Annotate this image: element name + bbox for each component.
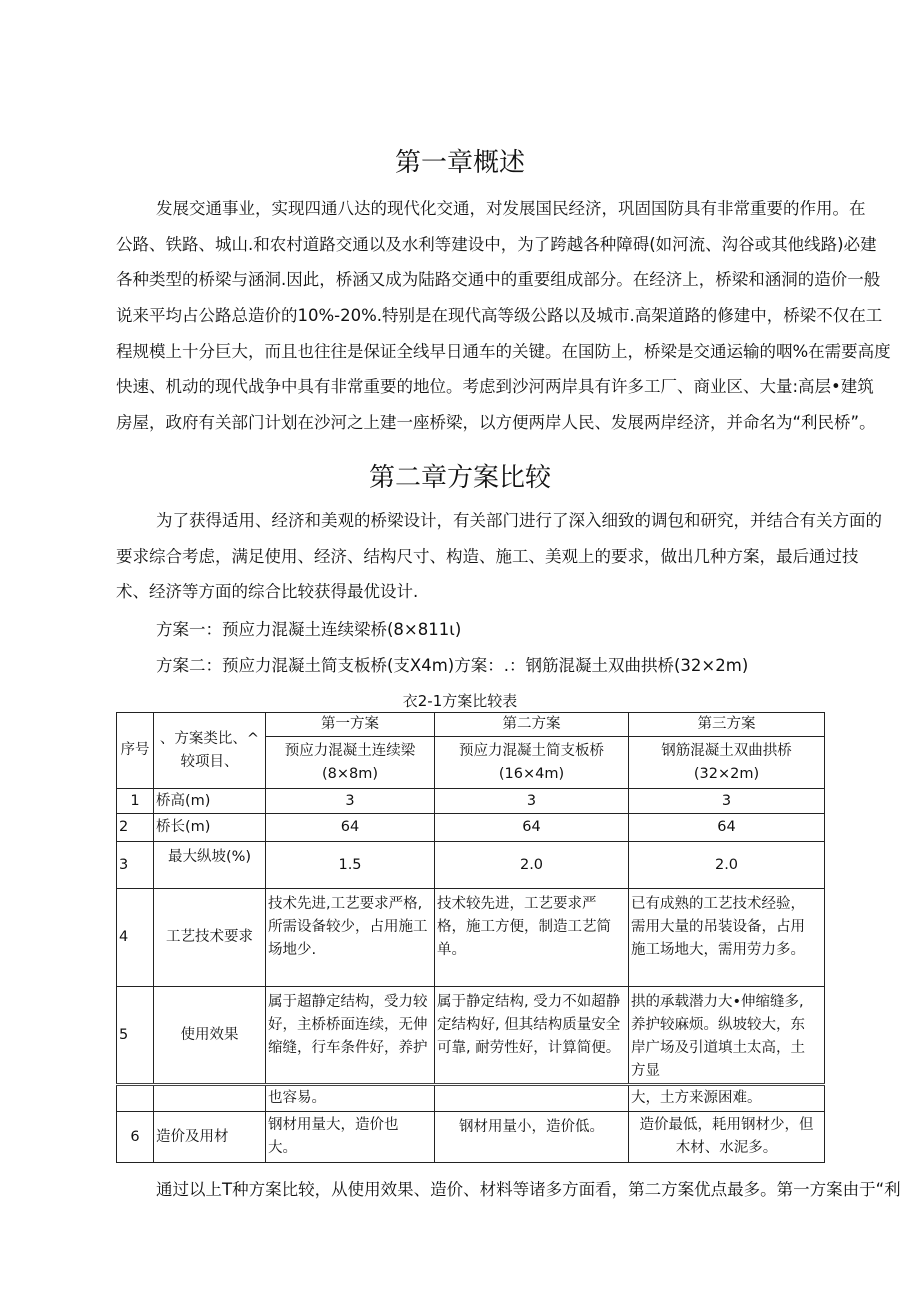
paragraph-line: 快速、机动的现代战争中具有非常重要的地位。考虑到沙河两岸具有许多工厂、商业区、大量:高层•建筑 <box>116 377 874 397</box>
cell-line: 2.0 <box>519 856 544 873</box>
paragraph-line: 为了获得适用、经济和美观的桥梁设计，有关部门进行了深入细致的调包和研究，并结合有关方面的 <box>156 511 882 530</box>
row-number-text: 2 <box>119 819 129 835</box>
paragraph-line: 程规模上十分巨大，而且也往往是保证全线早日通车的关键。在国防上，桥梁是交通运输的咽%在需要高度 <box>116 341 891 361</box>
cell-line: 64 <box>522 819 541 835</box>
row-item <box>154 789 266 814</box>
row-item-text: 使用效果 <box>180 1026 239 1043</box>
table-row <box>117 842 825 889</box>
row-number <box>117 842 154 889</box>
row-number <box>117 814 154 842</box>
plan-cell <box>266 1085 435 1112</box>
row-item-text: 造价及用材 <box>156 1128 229 1145</box>
cell-line: 较项目、 <box>180 753 239 770</box>
plan-label: 第一方案 <box>321 716 379 732</box>
header-plan-label <box>266 713 435 737</box>
cell-line: 大，土方来源困难。 <box>631 1090 762 1106</box>
row-number-text: 5 <box>119 1026 129 1043</box>
cell-line: 所需设备较少，占用施工 <box>268 919 428 935</box>
cell-line: 64 <box>340 819 360 835</box>
paragraph-line: 术、经济等方面的综合比较获得最优设计. <box>116 582 419 602</box>
plan-cell <box>629 814 825 842</box>
row-item-text: 工艺技术要求 <box>166 929 253 945</box>
cell-line: 3 <box>526 792 537 809</box>
cell-line: 已有成熟的工艺技术经验， <box>631 896 805 912</box>
row-item <box>154 1085 266 1112</box>
header-no <box>117 713 154 789</box>
header-item <box>154 713 266 789</box>
cell-line: 3 <box>721 792 732 809</box>
cell-line: 场地少. <box>268 942 317 958</box>
cell-line: 需用大量的吊装设备，占用 <box>631 919 805 935</box>
cell-line: 技术先进,工艺要求严格, <box>268 896 423 912</box>
row-item <box>154 889 266 987</box>
chapter-1-title: 第一章概述 <box>394 148 525 178</box>
plan-label: 第二方案 <box>502 716 561 732</box>
scheme-1-text: 方案一：预应力混凝土连续梁桥(8×811ι) <box>156 620 462 639</box>
plan-cell <box>629 789 825 814</box>
cell-line: 拱的承载潜力大•伸缩缝多, <box>631 994 804 1010</box>
cell-line: 大。 <box>268 1140 297 1156</box>
cell-line: 预应力混凝土简支板桥 <box>459 742 604 759</box>
plan-cell <box>629 1112 825 1163</box>
table-row <box>117 789 825 814</box>
cell-line: 方显 <box>631 1063 660 1079</box>
chapter-2-title: 第二章方案比较 <box>368 463 551 493</box>
cell-line: 施工场地大，需用劳力多。 <box>631 942 805 958</box>
plan-cell <box>629 842 825 889</box>
cell-line: 缩缝，行车条件好，养护 <box>268 1040 428 1056</box>
row-item <box>154 814 266 842</box>
row-number-text: 6 <box>130 1128 140 1145</box>
plan-cell <box>435 1085 629 1112</box>
row-number <box>117 1112 154 1163</box>
cell-line: 预应力混凝土连续梁 <box>284 742 416 759</box>
cell-line: 格，施工方便，制造工艺简 <box>437 919 611 935</box>
plan-cell <box>435 1112 629 1163</box>
cell-line: (8×8m) <box>321 765 379 782</box>
cell-line: 钢筋混凝土双曲拱桥 <box>661 742 792 759</box>
chapter-2-paragraph <box>116 503 882 610</box>
row-number-text: 4 <box>119 929 129 945</box>
plan-cell <box>266 814 435 842</box>
table-row <box>117 814 825 842</box>
cell-line: 单。 <box>437 942 466 958</box>
cell-line: (32×2m) <box>693 765 760 782</box>
plan-cell <box>266 1112 435 1163</box>
table-caption: 衣2-1方案比较表 <box>402 692 518 710</box>
plan-cell <box>266 789 435 814</box>
cell-line: 钢材用量大，造价也 <box>268 1117 399 1133</box>
row-item <box>154 842 266 889</box>
table-row <box>117 889 825 987</box>
row-item-text: 桥高(m) <box>156 792 211 809</box>
plan-cell <box>266 842 435 889</box>
row-item <box>154 1112 266 1163</box>
table-row <box>117 1085 825 1112</box>
paragraph-line: 房屋，政府有关部门计划在沙河之上建一座桥梁，以方便两岸人民、发展两岸经济，并命名为“利民桥”。 <box>116 413 876 433</box>
cell-line: 木材、水泥多。 <box>675 1140 778 1156</box>
header-row <box>117 713 825 737</box>
cell-line: 也容易。 <box>268 1090 326 1106</box>
header-plan-name <box>435 737 629 789</box>
row-item <box>154 987 266 1085</box>
plan-cell <box>629 889 825 987</box>
plan-cell <box>435 814 629 842</box>
plan-cell <box>435 889 629 987</box>
cell-line: 64 <box>717 819 736 835</box>
plan-cell <box>266 987 435 1085</box>
cell-line: 属于静定结构, 受力不如超静 <box>437 994 621 1010</box>
cell-line: 1.5 <box>338 856 362 873</box>
paragraph-line: 各种类型的桥梁与涵洞.因此，桥涵又成为陆路交通中的重要组成部分。在经济上，桥梁和涵洞的造价一般 <box>116 270 881 290</box>
paragraph-line: 发展交通事业，实现四通八达的现代化交通，对发展国民经济，巩固国防具有非常重要的作用。在 <box>156 199 866 218</box>
cell-line: 岸广场及引道填土太高，土 <box>631 1040 805 1056</box>
cell-line: 钢材用量小，造价低。 <box>459 1119 604 1135</box>
cell-line: 可靠, 耐劳性好，计算简便。 <box>437 1040 621 1056</box>
paragraph-line: 说来平均占公路总造价的10%-20%.特别是在现代高等级公路以及城市.高架道路的修建中，桥梁不仅在工 <box>116 306 883 326</box>
comparison-table <box>116 712 825 1163</box>
cell-line: 造价最低，耗用钢材少，但 <box>639 1117 814 1133</box>
row-item-text: 桥长(m) <box>156 819 211 835</box>
cell-line: 技术较先进，工艺要求严 <box>437 896 597 912</box>
plan-cell <box>435 842 629 889</box>
table-row <box>117 1112 825 1163</box>
plan-cell <box>629 987 825 1085</box>
plan-cell <box>435 987 629 1085</box>
plan-cell <box>629 1085 825 1112</box>
header-plan-name <box>266 737 435 789</box>
paragraph-line: 要求综合考虑，满足使用、经济、结构尺寸、构造、施工、美观上的要求，做出几种方案，最后通过技 <box>116 546 859 566</box>
header-plan-name <box>629 737 825 789</box>
plan-label: 第三方案 <box>697 716 756 732</box>
row-number <box>117 1085 154 1112</box>
plan-cell <box>435 789 629 814</box>
cell-line: 养护较麻烦。纵坡较大，东 <box>631 1017 805 1033</box>
row-number <box>117 789 154 814</box>
cell-line: 好，主桥桥面连续，无伸 <box>268 1017 428 1033</box>
cell-line: 2.0 <box>714 856 739 873</box>
header-plan-label <box>435 713 629 737</box>
header-plan-label <box>629 713 825 737</box>
cell-line: (16×4m) <box>498 765 565 782</box>
header-no-label: 序号 <box>120 742 150 758</box>
paragraph-line: 公路、铁路、城山.和农村道路交通以及水利等建设中，为了跨越各种障碍(如河流、沟谷或其他线路)必建 <box>116 234 877 254</box>
cell-line: 、方案类比、^ <box>159 730 260 747</box>
plan-cell <box>266 889 435 987</box>
row-number-text: 1 <box>130 792 140 809</box>
row-number <box>117 889 154 987</box>
table-row <box>117 987 825 1085</box>
scheme-2-text: 方案二：预应力混凝土简支板桥(支X4m)方案：.：钢筋混凝土双曲拱桥(32×2m) <box>156 656 749 675</box>
row-number <box>117 987 154 1085</box>
cell-line: 定结构好, 但其结构质量安全 <box>437 1017 621 1033</box>
conclusion-text: 通过以上T种方案比较，从使用效果、造价、材料等诸多方面看，第二方案优点最多。第一方案由于“利 <box>156 1180 901 1199</box>
cell-line: 属于超静定结构，受力较 <box>268 994 428 1010</box>
row-item-text: 最大纵坡(%) <box>167 849 252 865</box>
cell-line: 3 <box>345 792 355 809</box>
chapter-1-paragraph <box>116 191 891 441</box>
row-number-text: 3 <box>119 856 129 873</box>
